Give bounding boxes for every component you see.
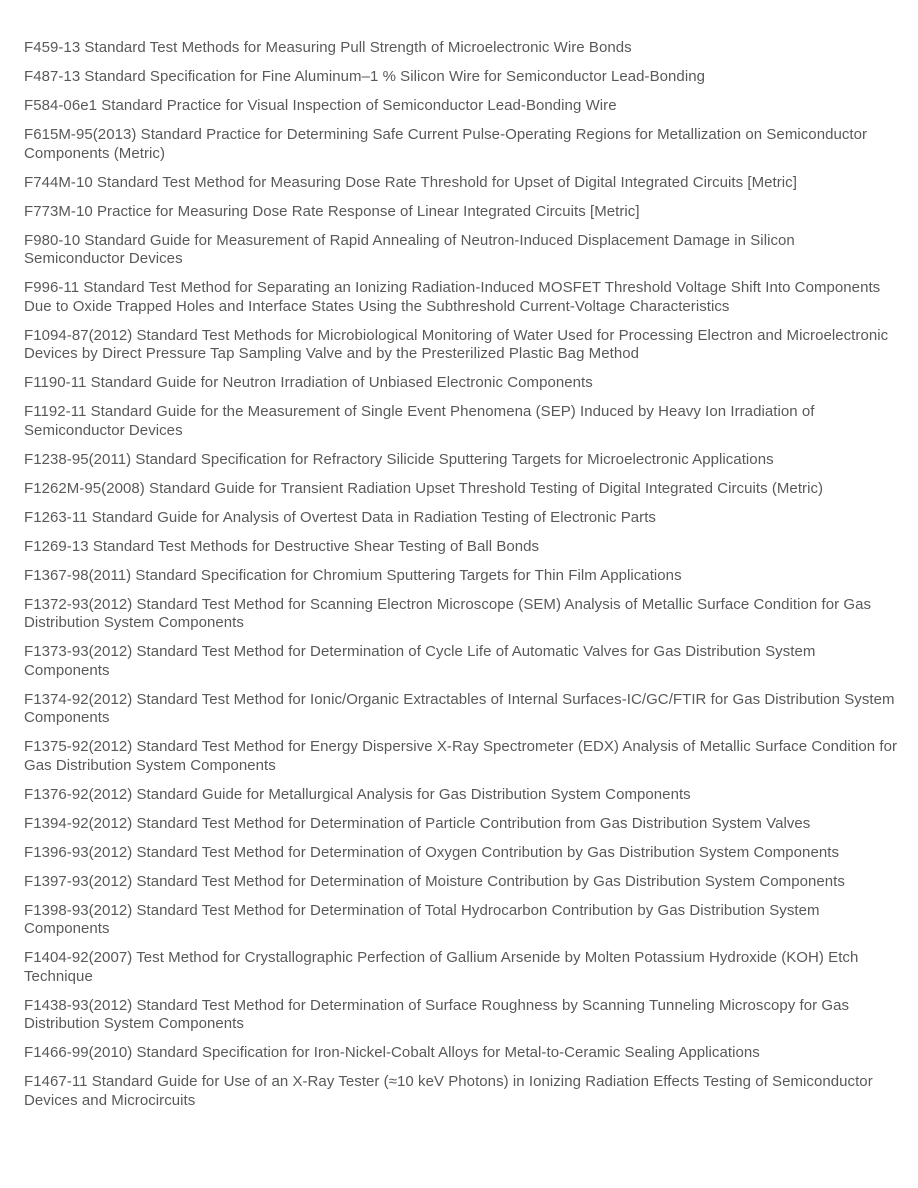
standard-entry-f1373: F1373-93(2012) Standard Test Method for Determination of Cycle Life of Automatic Valves for Gas Distribution System Components bbox=[24, 643, 816, 679]
standard-entry-f980: F980-10 Standard Guide for Measurement of Rapid Annealing of Neutron-Induced Displacement Damage in Silicon Semiconductor Devices bbox=[24, 231, 795, 267]
standard-entry-f1238: F1238-95(2011) Standard Specification for Refractory Silicide Sputtering Targets for Microelectronic Applications bbox=[24, 450, 774, 468]
standards-list bbox=[24, 39, 898, 1121]
standard-entry-f1394: F1394-92(2012) Standard Test Method for Determination of Particle Contribution from Gas Distribution System Valves bbox=[24, 814, 811, 832]
standard-entry-f1376: F1376-92(2012) Standard Guide for Metallurgical Analysis for Gas Distribution System Components bbox=[24, 785, 691, 803]
standard-entry-f1262m: F1262M-95(2008) Standard Guide for Transient Radiation Upset Threshold Testing of Digital Integrated Circuits (Metric) bbox=[24, 479, 824, 497]
standard-entry-f1263: F1263-11 Standard Guide for Analysis of Overtest Data in Radiation Testing of Electronic Parts bbox=[24, 508, 656, 526]
standard-entry-f1396: F1396-93(2012) Standard Test Method for Determination of Oxygen Contribution by Gas Distribution System Components bbox=[24, 843, 840, 861]
standard-entry-f744m: F744M-10 Standard Test Method for Measuring Dose Rate Threshold for Upset of Digital Integrated Circuits [Metric] bbox=[24, 173, 797, 191]
standard-entry-f1404: F1404-92(2007) Test Method for Crystallographic Perfection of Gallium Arsenide by Molten Potassium Hydroxide (KOH) Etch Technique bbox=[24, 949, 859, 985]
standard-entry-f1269: F1269-13 Standard Test Methods for Destructive Shear Testing of Ball Bonds bbox=[24, 537, 540, 555]
standard-entry-f1374: F1374-92(2012) Standard Test Method for Ionic/Organic Extractables of Internal Surfaces-IC/GC/FTIR for Gas Distribution System Components bbox=[24, 690, 895, 726]
standard-entry-f615m: F615M-95(2013) Standard Practice for Determining Safe Current Pulse-Operating Regions for Metallization on Semiconductor Components (Metric) bbox=[24, 126, 868, 162]
standard-entry-f1438: F1438-93(2012) Standard Test Method for Determination of Surface Roughness by Scanning Tunneling Microscopy for Gas Distribution System Components bbox=[24, 996, 850, 1032]
standard-entry-f996: F996-11 Standard Test Method for Separating an Ionizing Radiation-Induced MOSFET Threshold Voltage Shift Into Components Due to Oxide Trapped Holes and Interface States Using the Subthreshold Current-Voltage Characteristics bbox=[24, 279, 881, 315]
standard-entry-f1375: F1375-92(2012) Standard Test Method for Energy Dispersive X-Ray Spectrometer (EDX) Analysis of Metallic Surface Condition for Gas Distribution System Components bbox=[24, 738, 898, 774]
standard-entry-f1190: F1190-11 Standard Guide for Neutron Irradiation of Unbiased Electronic Components bbox=[24, 374, 593, 391]
standard-entry-f459: F459-13 Standard Test Methods for Measuring Pull Strength of Microelectronic Wire Bonds bbox=[24, 39, 632, 56]
standard-entry-f1467: F1467-11 Standard Guide for Use of an X-Ray Tester (≈10 keV Photons) in Ionizing Radiation Effects Testing of Semiconductor Devices and Microcircuits bbox=[24, 1073, 873, 1109]
standard-entry-f1192: F1192-11 Standard Guide for the Measurement of Single Event Phenomena (SEP) Induced by Heavy Ion Irradiation of Semiconductor Devices bbox=[24, 403, 815, 439]
standard-entry-f1466: F1466-99(2010) Standard Specification for Iron-Nickel-Cobalt Alloys for Metal-to-Ceramic Sealing Applications bbox=[24, 1044, 760, 1061]
standard-entry-f1397: F1397-93(2012) Standard Test Method for Determination of Moisture Contribution by Gas Distribution System Components bbox=[24, 872, 845, 890]
standard-entry-f773m: F773M-10 Practice for Measuring Dose Rate Response of Linear Integrated Circuits [Metric] bbox=[24, 202, 640, 220]
standard-entry-f584: F584-06e1 Standard Practice for Visual Inspection of Semiconductor Lead-Bonding Wire bbox=[24, 97, 617, 114]
standard-entry-f1367: F1367-98(2011) Standard Specification for Chromium Sputtering Targets for Thin Film Applications bbox=[24, 566, 682, 584]
standard-entry-f1372: F1372-93(2012) Standard Test Method for Scanning Electron Microscope (SEM) Analysis of Metallic Surface Condition for Gas Distribution System Components bbox=[24, 595, 872, 631]
standard-entry-f487: F487-13 Standard Specification for Fine Aluminum–1 % Silicon Wire for Semiconductor Lead-Bonding bbox=[24, 68, 705, 85]
standard-entry-f1094: F1094-87(2012) Standard Test Methods for Microbiological Monitoring of Water Used for Processing Electron and Microelectronic Devices by Direct Pressure Tap Sampling Valve and by the Presterilized Plastic Bag Method bbox=[24, 326, 889, 362]
standard-entry-f1398: F1398-93(2012) Standard Test Method for Determination of Total Hydrocarbon Contribution by Gas Distribution System Components bbox=[24, 901, 820, 937]
